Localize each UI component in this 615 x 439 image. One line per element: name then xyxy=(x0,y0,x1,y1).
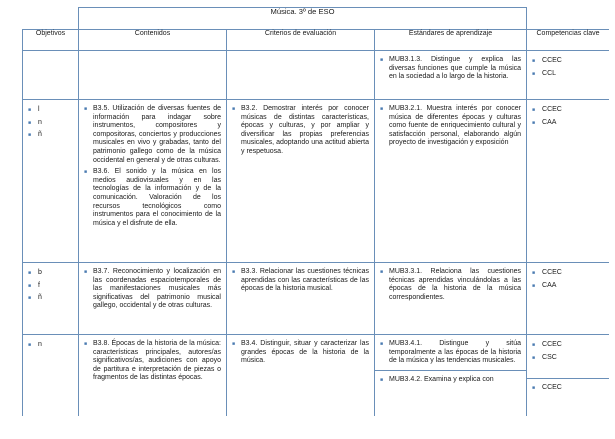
table-title-row xyxy=(23,8,610,30)
objetivos-cell xyxy=(23,263,79,335)
competencias-cell xyxy=(527,263,609,335)
bullet-icon: ■ xyxy=(532,119,536,126)
list-item xyxy=(83,105,221,165)
list-item xyxy=(83,168,221,228)
bullet-icon: ■ xyxy=(28,132,32,139)
contenidos-cell xyxy=(79,335,227,417)
competencia-label: CCEC xyxy=(542,384,562,392)
list-item xyxy=(379,268,521,302)
bullet-icon: ■ xyxy=(28,342,32,348)
competencia-label: CCEC xyxy=(542,269,562,276)
bullet-icon: ■ xyxy=(84,341,88,347)
criterios-cell xyxy=(227,263,375,335)
objetivos-cell xyxy=(23,51,79,100)
bullet-icon: ■ xyxy=(380,57,384,63)
table-row xyxy=(23,51,610,100)
competencia-tag xyxy=(531,70,604,79)
objetivo-label: b xyxy=(38,269,42,276)
competencia-tag xyxy=(531,119,604,128)
bullet-icon: ■ xyxy=(84,106,88,112)
objetivo-tag xyxy=(27,106,73,115)
bullet-icon: ■ xyxy=(532,70,536,77)
competencia-tag xyxy=(531,282,604,291)
header-competencias: Competencias clave xyxy=(527,30,609,51)
estandar-text: MUB3.3.1. Relaciona las cuestiones técnicas aprendidas vinculándolas a las épocas de la historia de la música correspondientes. xyxy=(389,268,522,301)
estandar-text: MUB3.2.1. Muestra interés por conocer música de diferentes épocas y culturas como fuente de enriquecimiento cultural y satisfacción personal, elaborando algún proyecto de investigación y exposición xyxy=(389,105,522,147)
competencia-label: CCEC xyxy=(542,341,562,348)
bullet-icon: ■ xyxy=(532,354,536,361)
competencia-tag xyxy=(531,354,604,363)
bullet-icon: ■ xyxy=(532,342,536,348)
competencia-tag xyxy=(531,341,604,350)
objetivo-label: ñ xyxy=(38,294,42,302)
objetivos-cell xyxy=(23,100,79,263)
objetivo-label: f xyxy=(38,281,40,289)
list-item xyxy=(379,376,521,385)
bullet-icon: ■ xyxy=(532,107,536,113)
contenido-text: B3.5. Utilización de diversas fuentes de información para indagar sobre instrumentos, compositores y compositoras, conciertos y producciones musicales en vivo y grabadas, tanto del patrimonio gallego como de la música occidental en general y de otras culturas. xyxy=(93,105,221,164)
header-objetivos: Objetivos xyxy=(23,30,79,51)
list-item xyxy=(379,105,521,148)
bullet-icon: ■ xyxy=(232,106,236,112)
contenidos-cell xyxy=(79,51,227,100)
empty-corner-cell xyxy=(23,8,79,30)
objetivo-tag xyxy=(27,294,73,303)
bullet-icon: ■ xyxy=(28,295,32,302)
bullet-icon: ■ xyxy=(380,269,384,275)
estandares-cell xyxy=(375,335,527,417)
estandar-text: MUB3.4.2. Examina y explica con xyxy=(389,375,494,383)
contenidos-cell xyxy=(79,263,227,335)
bullet-icon: ■ xyxy=(84,169,88,176)
objetivo-label: l xyxy=(38,106,40,113)
competencia-label: CCEC xyxy=(542,106,562,113)
empty-corner-cell xyxy=(527,8,609,30)
bullet-icon: ■ xyxy=(28,270,32,276)
objetivo-label: ñ xyxy=(38,131,42,139)
bullet-icon: ■ xyxy=(532,385,536,392)
table-row xyxy=(23,263,610,335)
bullet-icon: ■ xyxy=(380,376,384,383)
competencia-tag xyxy=(531,57,604,66)
estandares-cell xyxy=(375,263,527,335)
bullet-icon: ■ xyxy=(380,106,384,112)
objetivos-cell xyxy=(23,335,79,417)
list-item xyxy=(83,340,221,383)
list-item xyxy=(231,105,369,157)
criterios-cell xyxy=(227,51,375,100)
competencia-label: CAA xyxy=(542,118,557,126)
estandar-text: MUB3.4.1. Distingue y sitúa temporalmente a las épocas de la historia de la música y las tendencias musicales. xyxy=(389,340,522,365)
bullet-icon: ■ xyxy=(232,269,236,275)
table-title: Música. 3º de ESO xyxy=(79,8,527,30)
bullet-icon: ■ xyxy=(232,341,236,347)
competencias-cell xyxy=(527,51,609,100)
contenido-text: B3.8. Épocas de la historia de la música: características principales, autores/as significativos/as, audiciones con apoyo de partitura e interpretación de piezas o fragmentos de las distintas épocas. xyxy=(93,340,221,382)
criterios-cell xyxy=(227,100,375,263)
header-estandares: Estándares de aprendizaje xyxy=(375,30,527,51)
curriculum-document xyxy=(22,7,609,416)
objetivo-tag xyxy=(27,341,73,350)
criterio-text: B3.3. Relacionar las cuestiones técnicas aprendidas con las características de las épocas de la historia musical. xyxy=(241,268,369,293)
objetivo-tag xyxy=(27,269,73,278)
sub-row-divider xyxy=(375,370,526,385)
contenido-text: B3.7. Reconocimiento y localización en las coordenadas espaciotemporales de las manifestaciones musicales más significativas del patrimonio musical gallego, occidental y de otras culturas. xyxy=(93,268,221,310)
bullet-icon: ■ xyxy=(532,282,536,289)
table-header-row xyxy=(23,30,610,51)
table-row xyxy=(23,335,610,417)
curriculum-table xyxy=(22,7,609,416)
criterio-text: B3.4. Distinguir, situar y caracterizar las grandes épocas de la historia de la música. xyxy=(241,340,369,365)
list-item xyxy=(379,56,521,82)
sub-row-divider xyxy=(527,378,609,393)
criterios-cell xyxy=(227,335,375,417)
estandar-text: MUB3.1.3. Distingue y explica las diversas funciones que cumple la música en la sociedad a lo largo de la historia. xyxy=(389,56,522,81)
objetivo-tag xyxy=(27,131,73,140)
table-row xyxy=(23,100,610,263)
list-item xyxy=(83,268,221,311)
competencia-tag xyxy=(531,106,604,115)
header-contenidos: Contenidos xyxy=(79,30,227,51)
list-item xyxy=(379,340,521,366)
bullet-icon: ■ xyxy=(28,119,32,126)
bullet-icon: ■ xyxy=(84,269,88,275)
bullet-icon: ■ xyxy=(28,282,32,289)
objetivo-tag xyxy=(27,282,73,291)
bullet-icon: ■ xyxy=(28,107,32,113)
list-item xyxy=(231,268,369,294)
objetivo-tag xyxy=(27,119,73,128)
bullet-icon: ■ xyxy=(532,58,536,64)
contenido-text: B3.6. El sonido y la música en los medios audiovisuales y en las tecnologías de la información y de la comunicación. Valoración de los recursos tecnológicos como instrumentos para el conocimiento de la música y el disfrute de ella. xyxy=(93,168,221,227)
competencia-tag xyxy=(531,384,604,393)
competencia-tag xyxy=(531,269,604,278)
competencia-label: CSC xyxy=(542,353,557,361)
header-criterios: Criterios de evaluación xyxy=(227,30,375,51)
contenidos-cell xyxy=(79,100,227,263)
objetivo-label: n xyxy=(38,118,42,126)
estandares-cell xyxy=(375,100,527,263)
competencia-label: CCL xyxy=(542,69,557,77)
criterio-text: B3.2. Demostrar interés por conocer músicas de distintas características, épocas y culturas, y por ampliar y diversificar las propias preferencias musicales, adoptando una actitud abierta y respetuosa. xyxy=(241,105,369,155)
list-item xyxy=(231,340,369,366)
competencias-cell xyxy=(527,100,609,263)
bullet-icon: ■ xyxy=(532,270,536,276)
competencia-label: CAA xyxy=(542,281,557,289)
competencias-cell xyxy=(527,335,609,417)
bullet-icon: ■ xyxy=(380,341,384,347)
competencia-label: CCEC xyxy=(542,57,562,64)
objetivo-label: n xyxy=(38,341,42,348)
estandares-cell xyxy=(375,51,527,100)
